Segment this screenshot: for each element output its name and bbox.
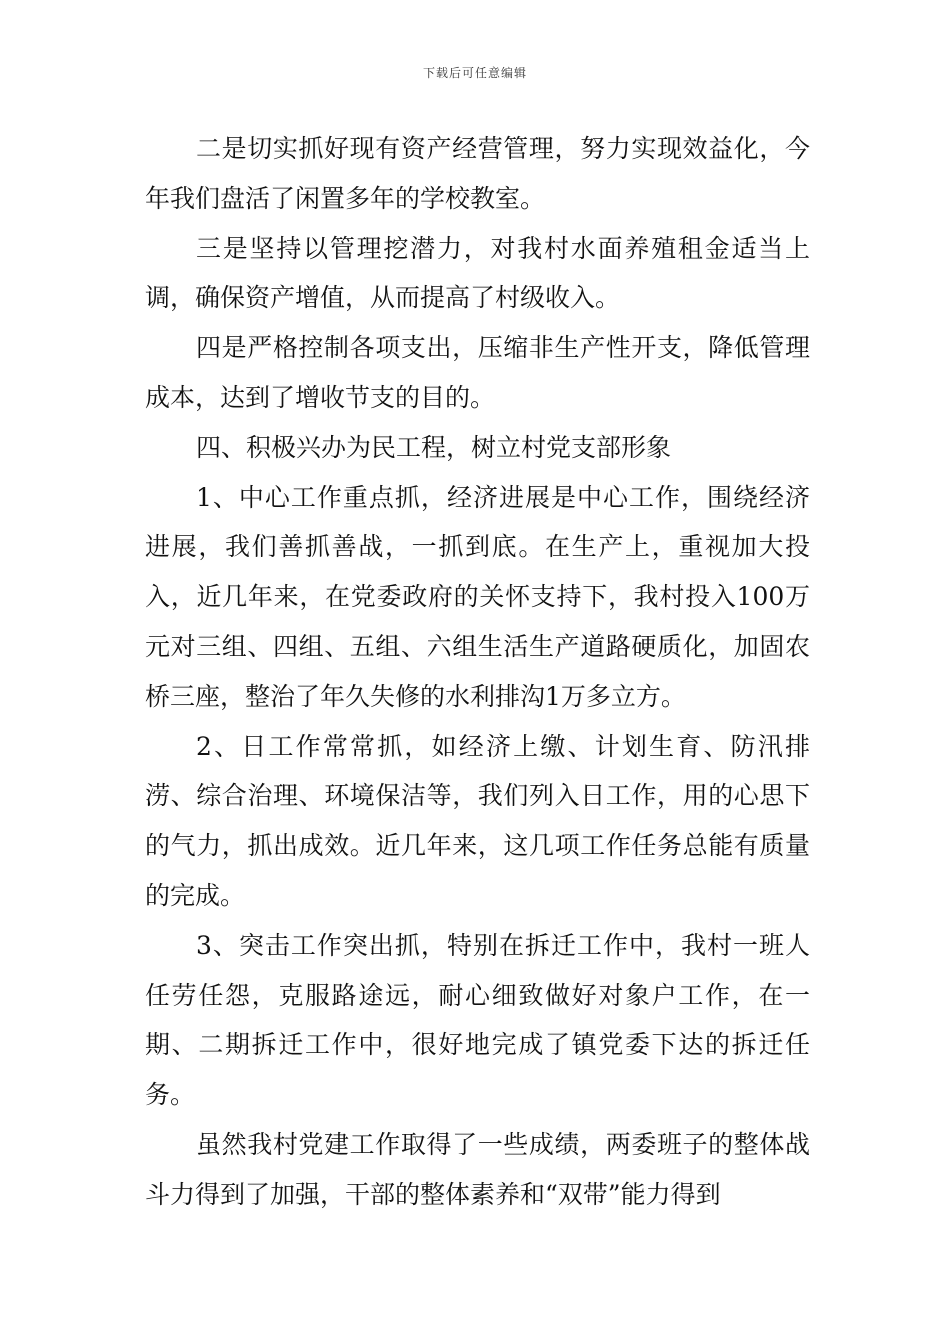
- paragraph-asset-management: 二是切实抓好现有资产经营管理，努力实现效益化，今年我们盘活了闲置多年的学校教室。: [145, 134, 810, 213]
- paragraph-urgent-work: 3、突击工作突出抓，特别在拆迁工作中，我村一班人任劳任怨，克服路途远，耐心细致做好对象户工作，在一期、二期拆迁工作中，很好地完成了镇党委下达的拆迁任务。: [145, 930, 810, 1110]
- paragraph-expense-control: 四是严格控制各项支出，压缩非生产性开支，降低管理成本，达到了增收节支的目的。: [145, 333, 810, 412]
- paragraph-central-work: 1、中心工作重点抓，经济进展是中心工作，围绕经济进展，我们善抓善战，一抓到底。在生产上，重视加大投入，近几年来，在党委政府的关怀支持下，我村投入100万元对三组、四组、五组、六组生活生产道路硬质化，加固农桥三座，整治了年久失修的水利排沟1万多立方。: [145, 482, 810, 711]
- document-body: [145, 124, 810, 1220]
- paragraph-achievements: 虽然我村党建工作取得了一些成绩，两委班子的整体战斗力得到了加强，干部的整体素养和“双带”能力得到: [145, 1129, 810, 1209]
- paragraph-rent-adjustment: 三是坚持以管理挖潜力，对我村水面养殖租金适当上调，确保资产增值，从而提高了村级收入。: [145, 233, 810, 313]
- paragraph-daily-work: 2、日工作常常抓，如经济上缴、计划生育、防汛排涝、综合治理、环境保洁等，我们列入日工作，用的心思下的气力，抓出成效。近几年来，这几项工作任务总能有质量的完成。: [145, 731, 810, 910]
- page-header: 下载后可任意编辑: [422, 66, 527, 80]
- section-heading-public-works: 四、积极兴办为民工程，树立村党支部形象: [196, 432, 672, 462]
